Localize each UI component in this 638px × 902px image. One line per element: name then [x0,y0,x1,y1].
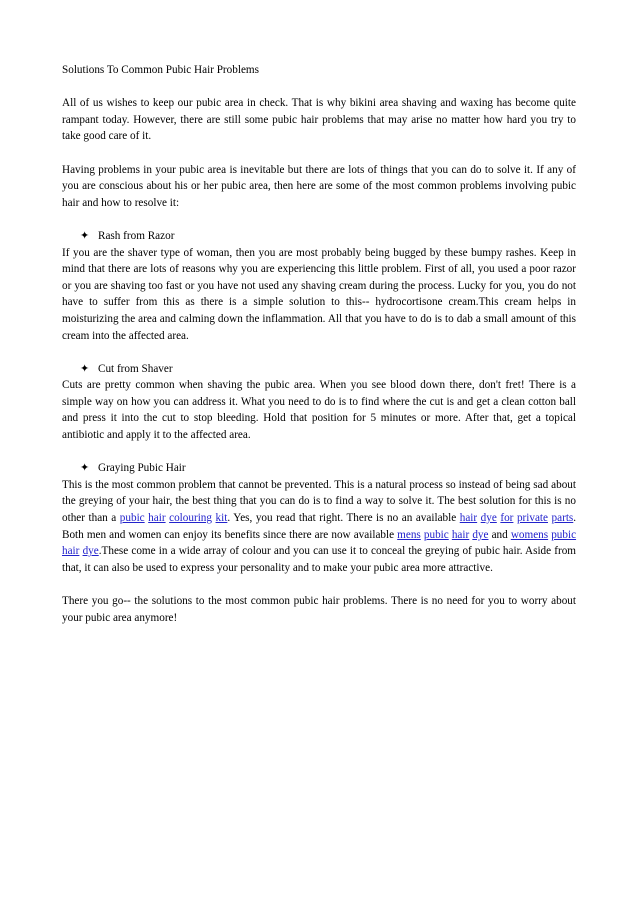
section-cut-from-shaver [62,361,576,444]
section-body: If you are the shaver type of woman, then you are most probably being bugged by these bumpy rashes. Keep in mind that there are lots of reasons why you are experiencing this little problem. First of all, you used a poor razor or you are shaving too fast or you have not used any shaving cream during the process. Lucky for you, you do not have to suffer from this as there is a simple solution to this-- hydrocortisone cream.This cream helps in moisturizing the area and calming down the inflammation. All that you have to do is to dab a small amount of this cream into the affected area. [62,246,576,342]
section-heading-text: Cut from Shaver [98,362,173,375]
body-text: . Yes, you read that right. There is no an available [227,512,460,525]
link-hair[interactable]: hair [459,512,478,525]
four-point-star-bullet-icon: ✦ [80,461,90,475]
link-pubic[interactable]: pubic [119,512,145,525]
link-mens[interactable]: mens [397,528,421,541]
link-dye[interactable]: dye [472,528,489,541]
link-for[interactable]: for [500,512,514,525]
intro-paragraph-2: Having problems in your pubic area is inevitable but there are lots of things that you can do to solve it. If any of you are conscious about his or her pubic area, then here are some of the most common problems involving pubic hair and how to resolve it: [62,163,576,209]
link-dye[interactable]: dye [82,545,99,558]
link-hair[interactable]: hair [451,528,470,541]
link-parts[interactable]: parts [551,512,574,525]
body-text: .These come in a wide array of colour and you can use it to conceal the greying of pubic hair. Aside from that, it can also be used to express your personality and to make your pubic area more attractive. [62,545,577,574]
body-text: This is the most common problem that cannot be prevented. This is a natural process so instead of being sad about the greying of your hair, the best thing that you can do is to find a way to solve it. The best solution for this is no other than a [62,478,576,525]
section-body: Cuts are pretty common when shaving the pubic area. When you see blood down there, don't fret! There is a simple way on how you can address it. What you need to do is to find where the cut is and get a clean cotton ball and press it into the cut to stop bleeding. Hold that position for 5 minutes or more. After that, get a topical antibiotic and apply it to the affected area. [62,379,576,442]
link-colouring[interactable]: colouring [169,512,212,525]
body-text: . Both men and women can enjoy its benefits since there are now available [62,512,577,541]
section-graying-pubic-hair [62,460,576,576]
section-heading-text: Graying Pubic Hair [98,462,186,475]
section-heading-text: Rash from Razor [98,229,175,242]
link-womens[interactable]: womens [510,528,549,541]
link-dye[interactable]: dye [480,512,497,525]
document-page [62,62,576,643]
section-body [62,477,576,577]
four-point-star-bullet-icon: ✦ [80,361,90,375]
conclusion-paragraph: There you go-- the solutions to the most common pubic hair problems. There is no need for you to worry about your pubic area anymore! [62,595,576,624]
link-pubic[interactable]: pubic [423,528,449,541]
link-private[interactable]: private [516,512,548,525]
section-heading [62,228,576,245]
link-hair[interactable]: hair [62,545,80,558]
intro-paragraph-1: All of us wishes to keep our pubic area in check. That is why bikini area shaving and waxing has become quite rampant today. However, there are still some pubic hair problems that may arise no matter how hard you try to take good care of it. [62,97,576,143]
four-point-star-bullet-icon: ✦ [80,228,90,242]
section-rash-from-razor [62,228,576,344]
link-pubic[interactable]: pubic [551,528,577,541]
section-heading [62,361,576,378]
link-kit[interactable]: kit [215,512,228,525]
body-text: and [488,528,511,541]
document-title: Solutions To Common Pubic Hair Problems [62,64,259,76]
link-hair[interactable]: hair [148,512,166,525]
section-heading [62,460,576,477]
